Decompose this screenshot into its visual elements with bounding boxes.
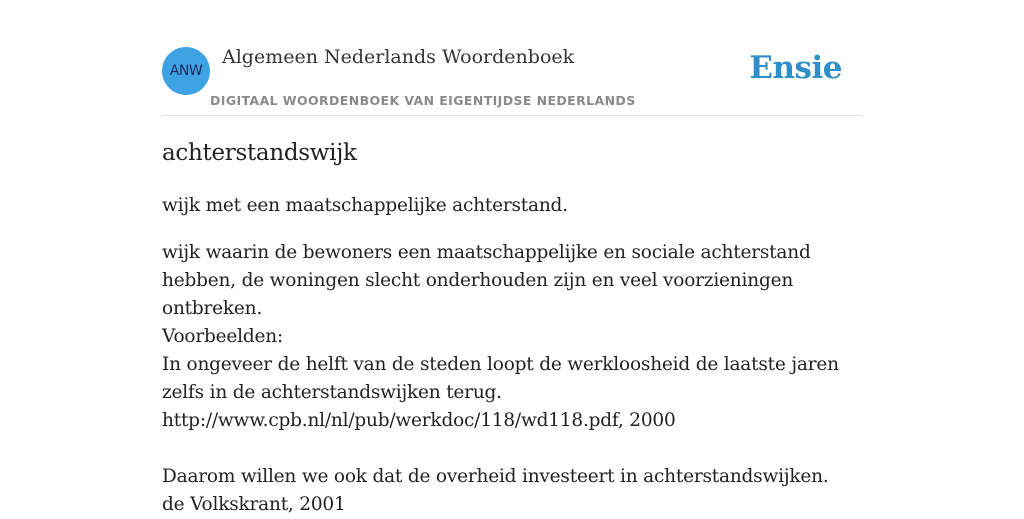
site-title[interactable]: Algemeen Nederlands Woordenboek <box>222 46 575 68</box>
anw-logo[interactable]: ANW <box>162 47 210 95</box>
ensie-brand-logo[interactable]: Ensie <box>749 50 842 86</box>
example-text: In ongeveer de helft van de steden loopt de werkloosheid de laatste jaren zelfs in de achterstandswijken terug. <box>162 354 839 403</box>
entry-headword: achterstandswijk <box>162 140 357 166</box>
site-subtitle: DIGITAAL WOORDENBOEK VAN EIGENTIJDSE NEDERLANDS <box>210 93 636 108</box>
site-header <box>162 0 862 116</box>
long-definition: wijk waarin de bewoners een maatschappelijke en sociale achterstand hebben, de woningen slecht onderhouden zijn en veel voorzieningen ontbreken. <box>162 242 811 319</box>
example-source: http://www.cpb.nl/nl/pub/werkdoc/118/wd118.pdf, 2000 <box>162 410 676 431</box>
example-text: Daarom willen we ook dat de overheid investeert in achterstandswijken. <box>162 466 829 487</box>
page <box>162 0 862 515</box>
example-source: de Volkskrant, 2001 <box>162 494 346 515</box>
examples-label: Voorbeelden: <box>162 326 283 347</box>
short-definition: wijk met een maatschappelijke achterstand. <box>162 195 568 216</box>
